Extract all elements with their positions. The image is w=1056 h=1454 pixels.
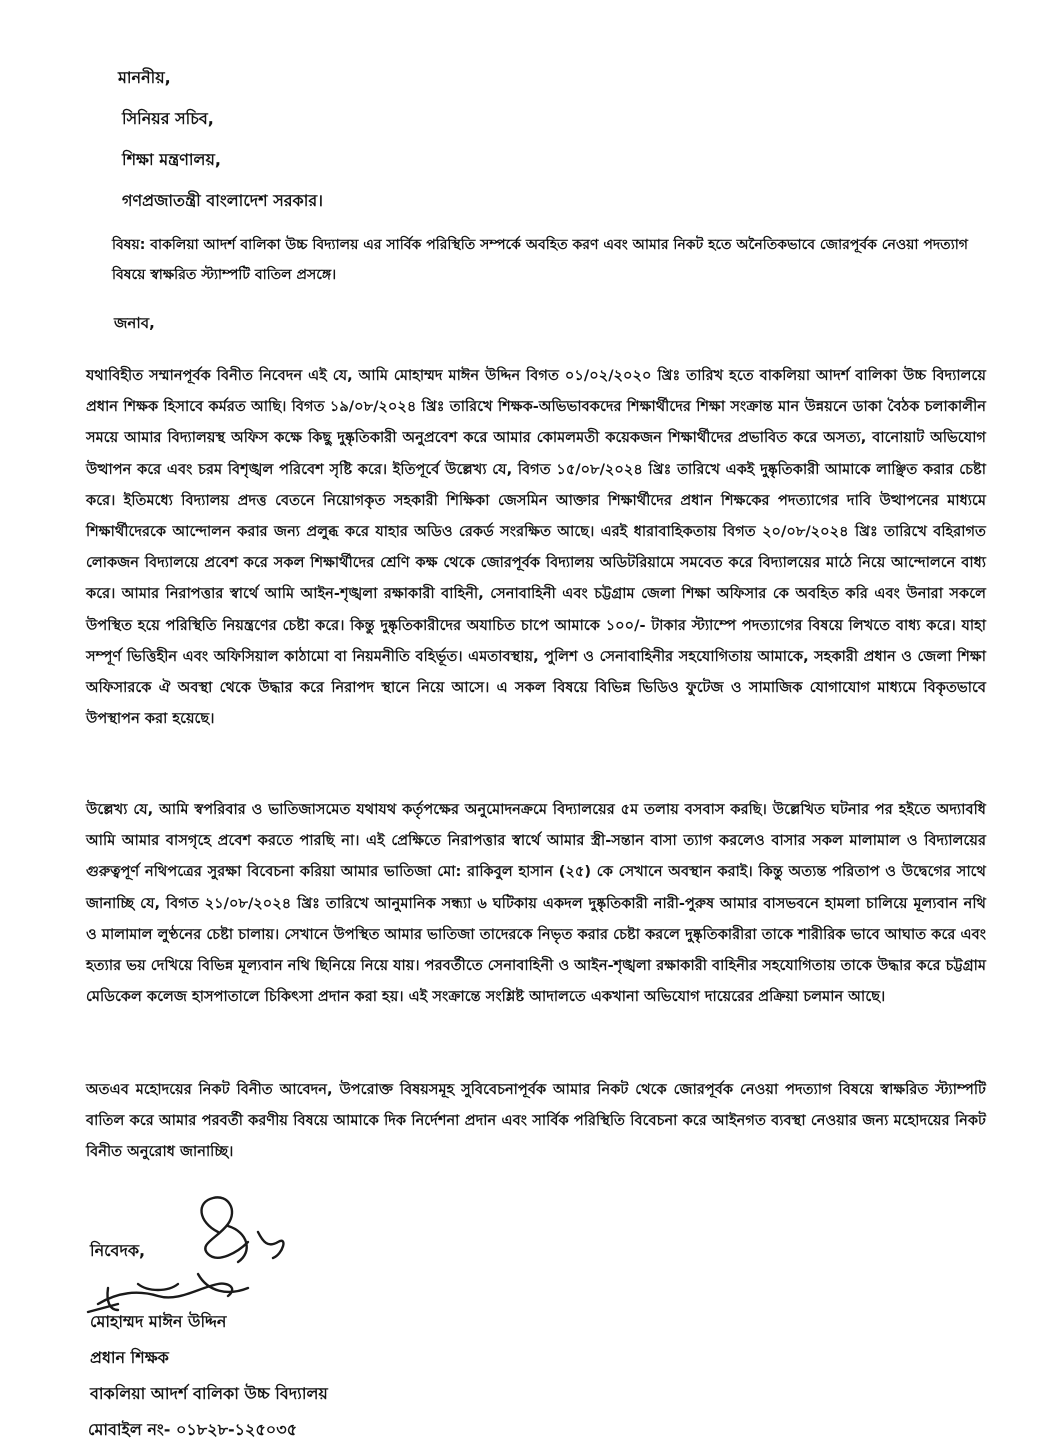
body-paragraph-1: যথাবিহীত সম্মানপূর্বক বিনীত নিবেদন এই যে, আমি মোহাম্মদ মাঈন উদ্দিন বিগত ০১/০২/২০২০ খ্রিঃ তারিখ হতে বাকলিয়া আদর্শ বালিকা উচ্চ বিদ্যালয়ে প্রধান শিক্ষক হিসাবে কর্মরত আছি। বিগত ১৯/০৮/২০২৪ খ্রিঃ তারিখে শিক্ষক-অভিভাবকদের শিক্ষার্থীদের শিক্ষা সংক্রান্ত মান উন্নয়নে ডাকা বৈঠক চলাকালীন সময়ে আমার বিদ্যালয়স্থ অফিস কক্ষে কিছু দুষ্কৃতিকারী অনুপ্রবেশ করে আমার কোমলমতী কয়েকজন শিক্ষার্থীদের প্রভাবিত করে অসত্য, বানোয়াট অভিযোগ উত্থাপন করে এবং চরম বিশৃঙ্খল পরিবেশ সৃষ্টি করে। ইতিপূর্বে উল্লেখ্য যে, বিগত ১৫/০৮/২০২৪ খ্রিঃ তারিখে একই দুষ্কৃতিকারী আমাকে লাঞ্ছিত করার চেষ্টা করে। ইতিমধ্যে বিদ্যালয় প্রদত্ত বেতনে নিয়োগকৃত সহকারী শিক্ষিকা জেসমিন আক্তার শিক্ষার্থীদের প্রধান শিক্ষকের পদত্যাগের দাবি উত্থাপনের মাধ্যমে শিক্ষার্থীদেরকে আন্দোলন করার জন্য প্রলুব্ধ করে যাহার অডিও রেকর্ড সংরক্ষিত আছে। এরই ধারাবাহিকতায় বিগত ২০/০৮/২০২৪ খ্রিঃ তারিখে বহিরাগত লোকজন বিদ্যালয়ে প্রবেশ করে সকল শিক্ষার্থীদের শ্রেণি কক্ষ থেকে জোরপূর্বক বিদ্যালয় অডিটরিয়ামে সমবেত করে বিদ্যালয়ের মাঠে নিয়ে আন্দোলনে বাধ্য করে। আমার নিরাপত্তার স্বার্থে আমি আইন-শৃঙ্খলা রক্ষাকারী বাহিনী, সেনাবাহিনী এবং চট্টগ্রাম জেলা শিক্ষা অফিসার কে অবহিত করি এবং উনারা সকলে উপস্থিত হয়ে পরিস্থিতি নিয়ন্ত্রণের চেষ্টা করে। কিন্তু দুষ্কৃতিকারীদের অযাচিত চাপে আমাকে ১০০/- টাকার স্ট্যাম্পে পদত্যাগের বিষয়ে লিখতে বাধ্য করে। যাহা সম্পূর্ণ ভিত্তিহীন এবং অফিসিয়াল কাঠামো বা নিয়মনীতি বহির্ভূত। এমতাবস্থায়, পুলিশ ও সেনাবাহিনীর সহযোগিতায় আমাকে, সহকারী প্রধান ও জেলা শিক্ষা অফিসারকে ঐ অবস্থা থেকে উদ্ধার করে নিরাপদ স্থানে নিয়ে আসে। এ সকল বিষয়ে বিভিন্ন ভিডিও ফুটেজ ও সামাজিক যোগাযোগ মাধ্যমে বিকৃতভাবে উপস্থাপন করা হয়েছে।	[86, 367, 986, 728]
recipient-title: সিনিয়র সচিব,	[122, 109, 214, 128]
closing-text: নিবেদক,	[90, 1241, 146, 1260]
subject-label: বিষয়:	[112, 237, 146, 253]
recipient-block	[118, 66, 323, 230]
body-paragraph-3: অতএব মহোদয়ের নিকট বিনীত আবেদন, উপরোক্ত বিষয়সমূহ সুবিবেচনাপূর্বক আমার নিকট থেকে জোরপূর্বক নেওয়া পদত্যাগ বিষয়ে স্বাক্ষরিত স্ট্যাম্পটি বাতিল করে আমার পরবর্তী করণীয় বিষয়ে আমাকে দিক নির্দেশনা প্রদান এবং সার্বিক পরিস্থিতি বিবেচনা করে আইনগত ব্যবস্থা নেওয়ার জন্য মহোদয়ের নিকট বিনীত অনুরোধ জানাচ্ছি।	[86, 1081, 986, 1161]
signer-name: মোহাম্মদ মাঈন উদ্দিন	[90, 1312, 227, 1331]
body-paragraph-2: উল্লেখ্য যে, আমি স্বপরিবার ও ভাতিজাসমেত যথাযথ কর্তৃপক্ষের অনুমোদনক্রমে বিদ্যালয়ের ৫ম তলায় বসবাস করছি। উল্লেখিত ঘটনার পর হইতে অদ্যাবধি আমি আমার বাসগৃহে প্রবেশ করতে পারছি না। এই প্রেক্ষিতে নিরাপত্তার স্বার্থে আমার স্ত্রী-সন্তান বাসা ত্যাগ করলেও বাসার সকল মালামাল ও বিদ্যালয়ের গুরুত্বপূর্ণ নথিপত্রের সুরক্ষা বিবেচনা করিয়া আমার ভাতিজা মো: রাকিবুল হাসান (২৫) কে সেখানে অবস্থান করাই। কিন্তু অত্যন্ত পরিতাপ ও উদ্বেগের সাথে জানাচ্ছি যে, বিগত ২১/০৮/২০২৪ খ্রিঃ তারিখে আনুমানিক সন্ধ্যা ৬ ঘটিকায় একদল দুষ্কৃতিকারী নারী-পুরুষ আমার বাসভবনে হামলা চালিয়ে মূল্যবান নথি ও মালামাল লুণ্ঠনের চেষ্টা চালায়। সেখানে উপস্থিত আমার ভাতিজা তাদেরকে নিভৃত করার চেষ্টা করলে দুষ্কৃতিকারীরা তাকে শারীরিক ভাবে আঘাত করে এবং হত্যার ভয় দেখিয়ে বিভিন্ন মূল্যবান নথি ছিনিয়ে নিয়ে যায়। পরবর্তীতে সেনাবাহিনী ও আইন-শৃঙ্খলা রক্ষাকারী বাহিনীর সহযোগিতায় তাকে উদ্ধার করে চট্টগ্রাম মেডিকেল কলেজ হাসপাতালে চিকিৎসা প্রদান করা হয়। এই সংক্রান্তে সংশ্লিষ্ট আদালতে একখানা অভিযোগ দায়েরের প্রক্রিয়া চলমান আছে।	[86, 801, 986, 1006]
subject-text: বাকলিয়া আদর্শ বালিকা উচ্চ বিদ্যালয় এর সার্বিক পরিস্থিতি সম্পর্কে অবহিত করণ এবং আমার নিকট হতে অনৈতিকভাবে জোরপূর্বক নেওয়া পদত্যাগ বিষয়ে স্বাক্ষরিত স্ট্যাম্পটি বাতিল প্রসঙ্গে।	[112, 237, 968, 283]
subject-line	[112, 230, 972, 290]
signer-mobile: মোবাইল নং- ০১৮২৮-১২৫০৩৫	[88, 1420, 297, 1439]
recipient-government: গণপ্রজাতন্ত্রী বাংলাদেশ সরকার।	[122, 191, 323, 210]
signer-institution: বাকলিয়া আদর্শ বালিকা উচ্চ বিদ্যালয়	[90, 1384, 328, 1403]
recipient-ministry: শিক্ষা মন্ত্রণালয়,	[122, 150, 221, 169]
greeting: জনাব,	[114, 314, 155, 332]
recipient-salutation: মাননীয়,	[118, 68, 171, 87]
signer-designation: প্রধান শিক্ষক	[90, 1348, 169, 1367]
signer-block	[90, 1310, 328, 1454]
